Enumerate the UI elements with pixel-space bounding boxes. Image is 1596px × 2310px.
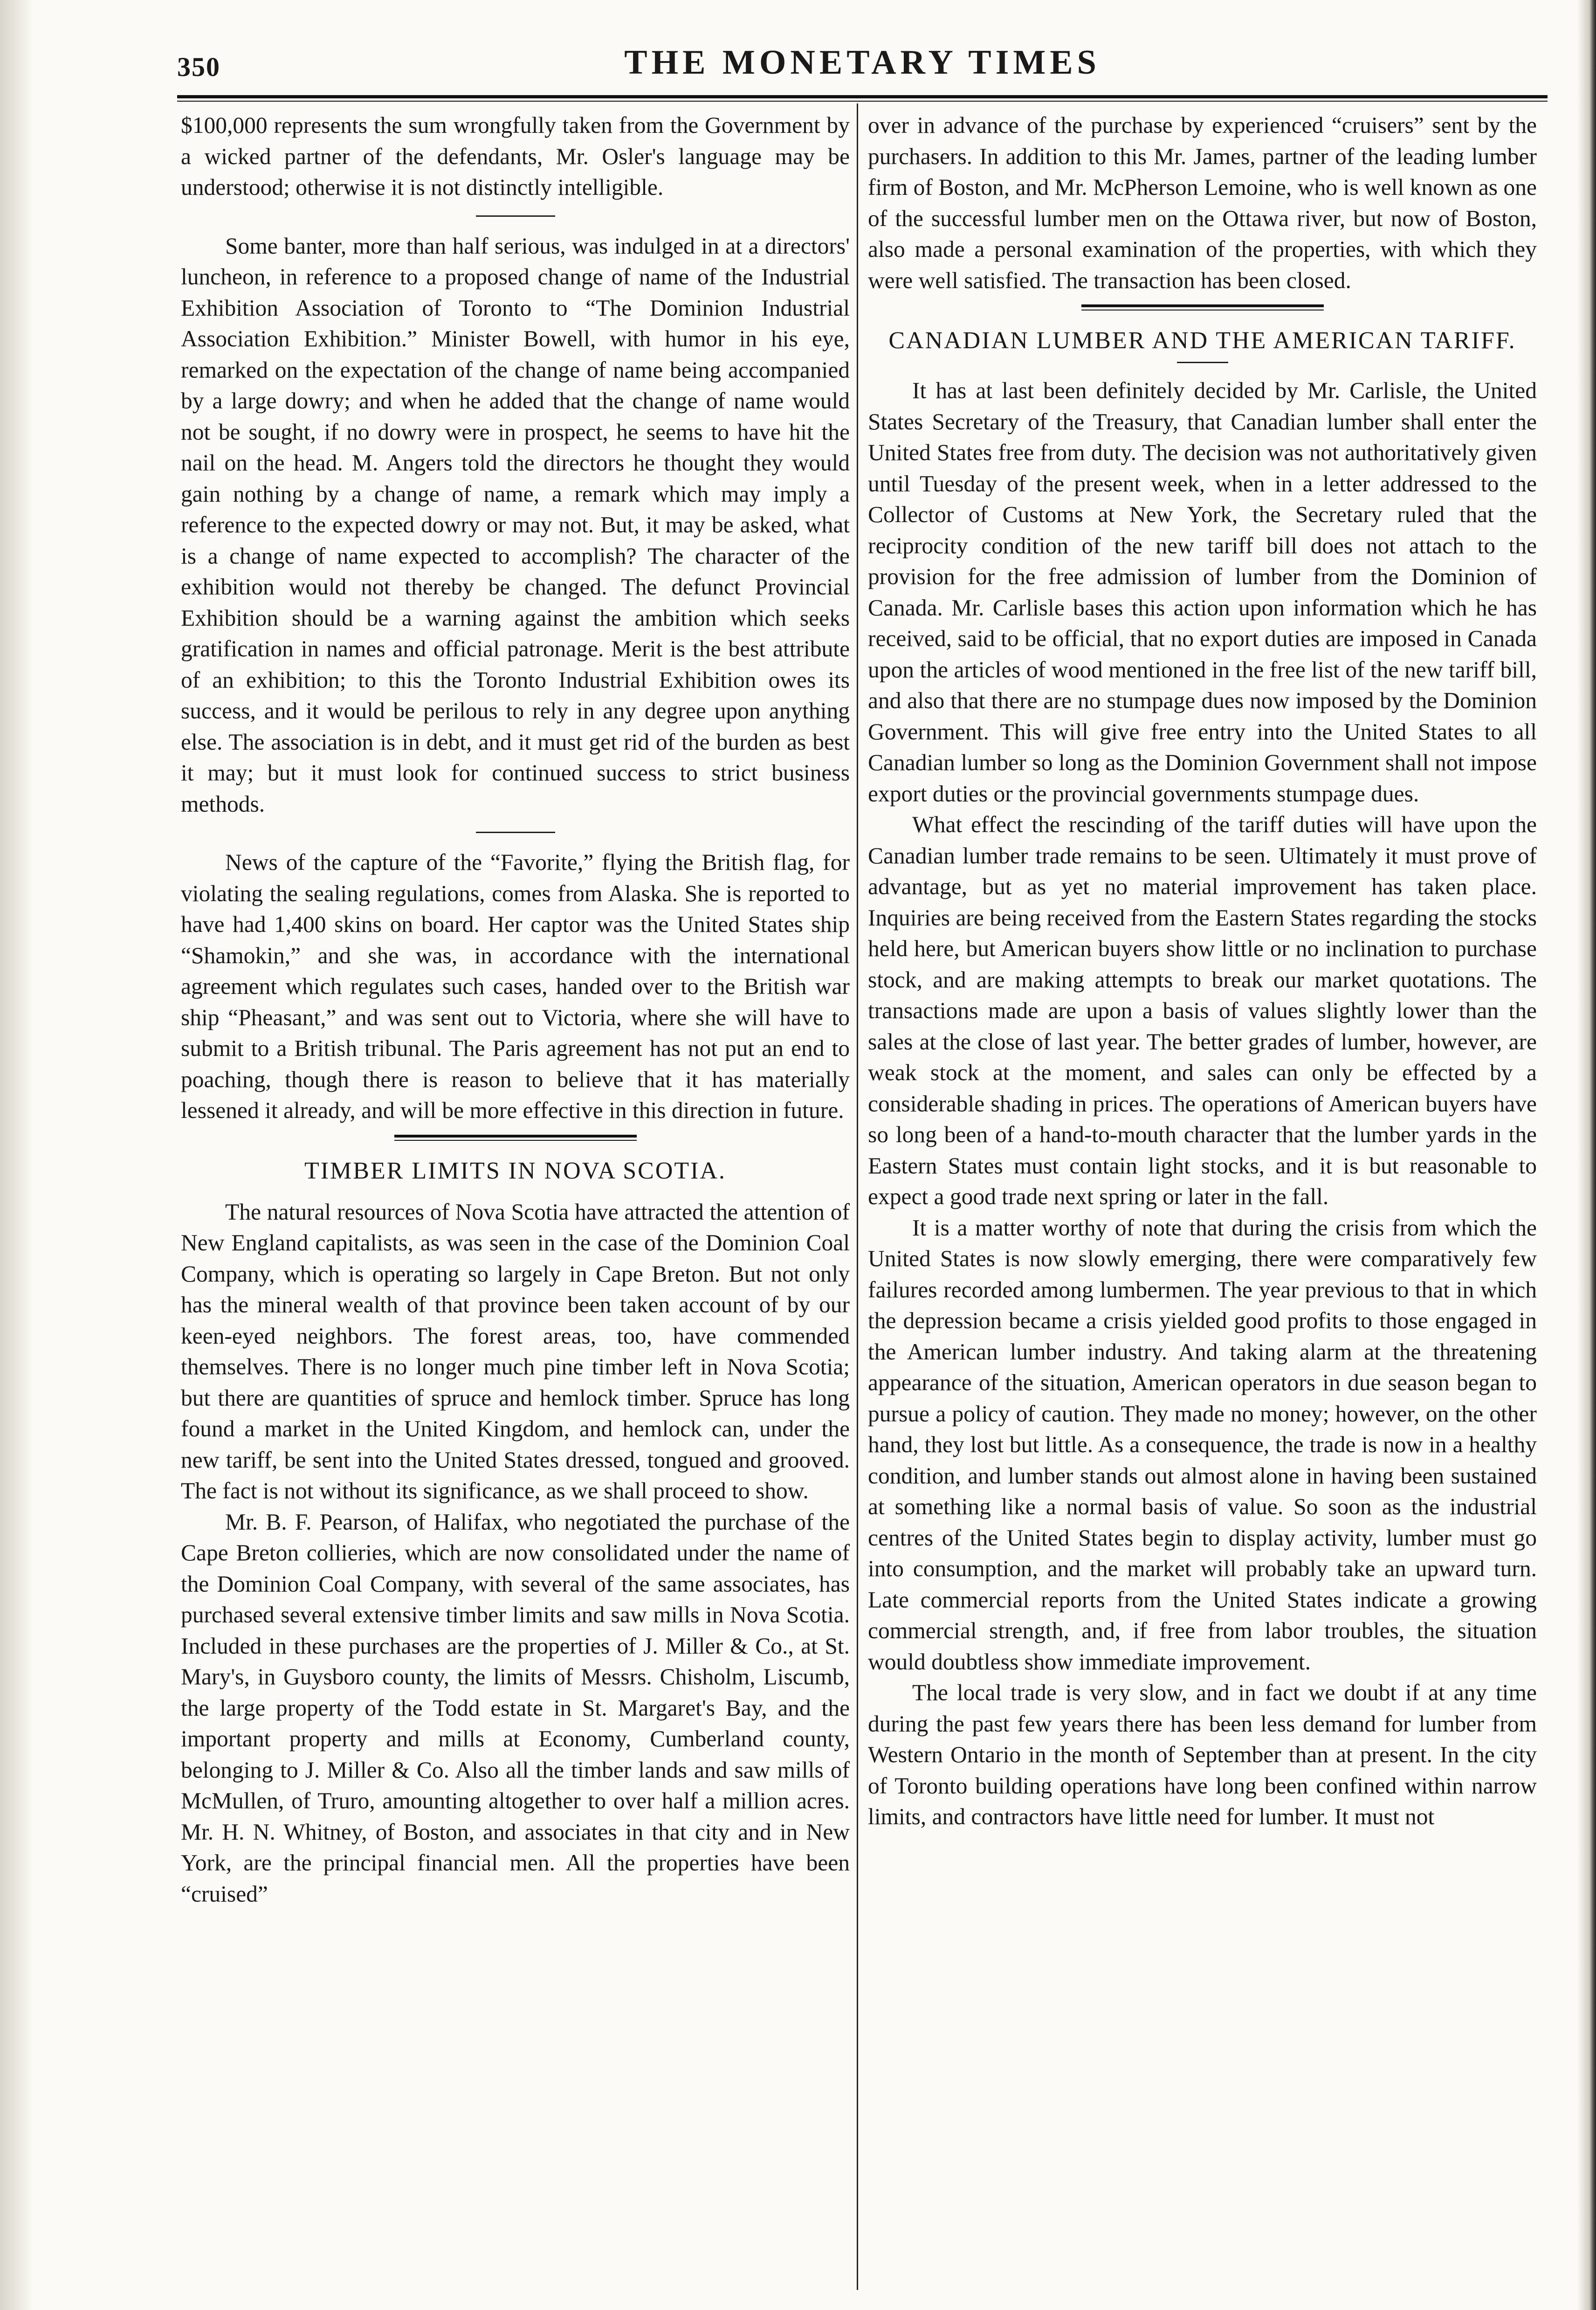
header-rule xyxy=(177,95,1548,102)
article-separator xyxy=(394,1135,637,1141)
article-separator xyxy=(1081,304,1324,310)
page-edge xyxy=(1577,0,1596,2310)
paragraph: It has at last been definitely decided by Mr. Carlisle, the United States Secretary of the Treasury, that Canadian lumber shall enter the United States free from duty. The decision was not authoritatively given until Tuesday of the present week, when in a letter addressed to the Collector of Customs at New York, the Secretary ruled that the reciprocity condition of the new tariff bill does not attach to the provision for the free admission of lumber from the Dominion of Canada. Mr. Carlisle bases this action upon information which he has received, said to be official, that no export duties are imposed in Canada upon the articles of wood mentioned in the free list of the new tariff bill, and also that there are no stumpage dues now imposed by the Dominion Government. This will give free entry into the United States to all Canadian lumber so long as the Dominion Government shall not impose export duties or the provincial governments stumpage dues. xyxy=(868,378,1537,807)
left-column xyxy=(181,110,850,2282)
right-column xyxy=(868,110,1537,2282)
article-headline: CANADIAN LUMBER AND THE AMERICAN TARIFF. xyxy=(888,327,1516,354)
masthead-title: THE MONETARY TIMES xyxy=(624,43,1101,82)
paragraph: The local trade is very slow, and in fact we doubt if at any time during the past few years there has been less demand for lumber from Western Ontario in the month of September than at present. In the city of Toronto building operations have long been confined within narrow limits, and contractors have little need for lumber. It must not xyxy=(868,1680,1537,1829)
page-number: 350 xyxy=(177,52,220,82)
column-divider xyxy=(857,103,858,2290)
paragraph: Some banter, more than half serious, was indulged in at a directors' luncheon, in reference to a proposed change of name of the Industrial Exhibition Association of Toronto to “The Dominion Industrial Association Exhibition.” Minister Bowell, with humor in his eye, remarked on the expectation of the change of name being accompanied by a large dowry; and when he added that the change of name would not be sought, if no dowry were in prospect, he seems to have hit the nail on the head. M. Angers told the directors he thought they would gain nothing by a change of name, a remark which may imply a reference to the expected dowry or may not. But, it may be asked, what is a change of name expected to accomplish? The character of the exhibition would not thereby be changed. The defunct Provincial Exhibition should be a warning against the ambition which seeks gratification in names and official patronage. Merit is the best attribute of an exhibition; to this the Toronto Industrial Exhibition owes its success, and it would be perilous to rely in any degree upon anything else. The association is in debt, and it must get rid of the burden as best it may; but it must look for continued success to strict business methods. xyxy=(181,233,850,817)
paragraph: It is a matter worthy of note that during the crisis from which the United States is now slowly emerging, there were comparatively few failures recorded among lumbermen. The year previous to that in which the depression became a crisis yielded good profits to those engaged in the American lumber industry. And taking alarm at the threatening appearance of the situation, American operators in due season began to pursue a policy of caution. They made no money; however, on the other hand, they lost but little. As a consequence, the trade is now in a healthy condition, and lumber stands out almost alone in having been sustained at something like a normal basis of value. So soon as the industrial centres of the United States begin to display activity, lumber must go into consumption, and the market will probably take an upward turn. Late commercial reports from the United States indicate a growing commercial strength, and, if free from labor troubles, the situation would doubtless show immediate improvement. xyxy=(868,1214,1537,1675)
paragraph: News of the capture of the “Favorite,” flying the British flag, for violating the sealing regulations, comes from Alaska. She is reported to have had 1,400 skins on board. Her captor was the United States ship “Shamokin,” and she was, in accordance with the international agreement which regulates such cases, handed over to the British war ship “Pheasant,” and was sent out to Victoria, where she will have to submit to a British tribunal. The Paris agreement has not put an end to poaching, though there is reason to believe that it has materially lessened it already, and will be more effective in this direction in future. xyxy=(181,849,850,1123)
article-headline: TIMBER LIMITS IN NOVA SCOTIA. xyxy=(304,1157,727,1184)
paragraph: The natural resources of Nova Scotia have attracted the attention of New England capitalists, as was seen in the case of the Dominion Coal Company, which is operating so largely in Cape Breton. But not only has the mineral wealth of that province been taken account of by our keen-eyed neighbors. The forest areas, too, have commended themselves. There is no longer much pine timber left in Nova Scotia; but there are quantities of spruce and hemlock timber. Spruce has long found a market in the United Kingdom, and hemlock can, under the new tariff, be sent into the United States dressed, tongued and grooved. The fact is not without its significance, as we shall proceed to show. xyxy=(181,1199,850,1503)
section-separator xyxy=(476,215,555,217)
section-separator xyxy=(476,832,555,833)
paragraph: over in advance of the purchase by experienced “cruisers” sent by the purchasers. In addition to this Mr. James, partner of the leading lumber firm of Boston, and Mr. McPherson Lemoine, who is well known as one of the successful lumber men on the Ottawa river, but now of Boston, also made a personal examination of the properties, with which they were well satisfied. The transaction has been closed. xyxy=(868,112,1537,293)
paragraph: What effect the rescinding of the tariff duties will have upon the Canadian lumber trade remains to be seen. Ultimately it must prove of advantage, but as yet no material improvement has taken place. Inquiries are being received from the Eastern States regarding the stocks held here, but American buyers show little or no inclination to purchase stock, and are making attempts to break our market quotations. The transactions made are upon a basis of values slightly lower than the sales at the close of last year. The better grades of lumber, however, are weak stock at the moment, and sales can only be effected by a considerable shading in prices. The operations of American buyers have so long been of a hand-to-mouth character that the lumber yards in the Eastern States must contain light stocks, and it is but reasonable to expect a good trade next spring or later in the fall. xyxy=(868,812,1537,1209)
paragraph: $100,000 represents the sum wrongfully taken from the Government by a wicked partner of the defendants, Mr. Osler's language may be understood; otherwise it is not distinctly intelligible. xyxy=(181,112,850,200)
page-header xyxy=(177,43,1548,90)
binding-shadow xyxy=(0,0,33,2310)
headline-rule xyxy=(1177,362,1228,363)
paragraph: Mr. B. F. Pearson, of Halifax, who negotiated the purchase of the Cape Breton collieries, which are now consolidated under the name of the Dominion Coal Company, with several of the same associates, has purchased several extensive timber limits and saw mills in Nova Scotia. Included in these purchases are the properties of J. Miller & Co., at St. Mary's, in Guysboro county, the limits of Messrs. Chisholm, Liscumb, the large property of the Todd estate in St. Margaret's Bay, and the important property and mills at Economy, Cumberland county, belonging to J. Miller & Co. Also all the timber lands and saw mills of McMullen, of Truro, amounting altogether to over half a million acres. Mr. H. N. Whitney, of Boston, and associates in that city and in New York, are the principal financial men. All the properties have been “cruised” xyxy=(181,1509,850,1907)
